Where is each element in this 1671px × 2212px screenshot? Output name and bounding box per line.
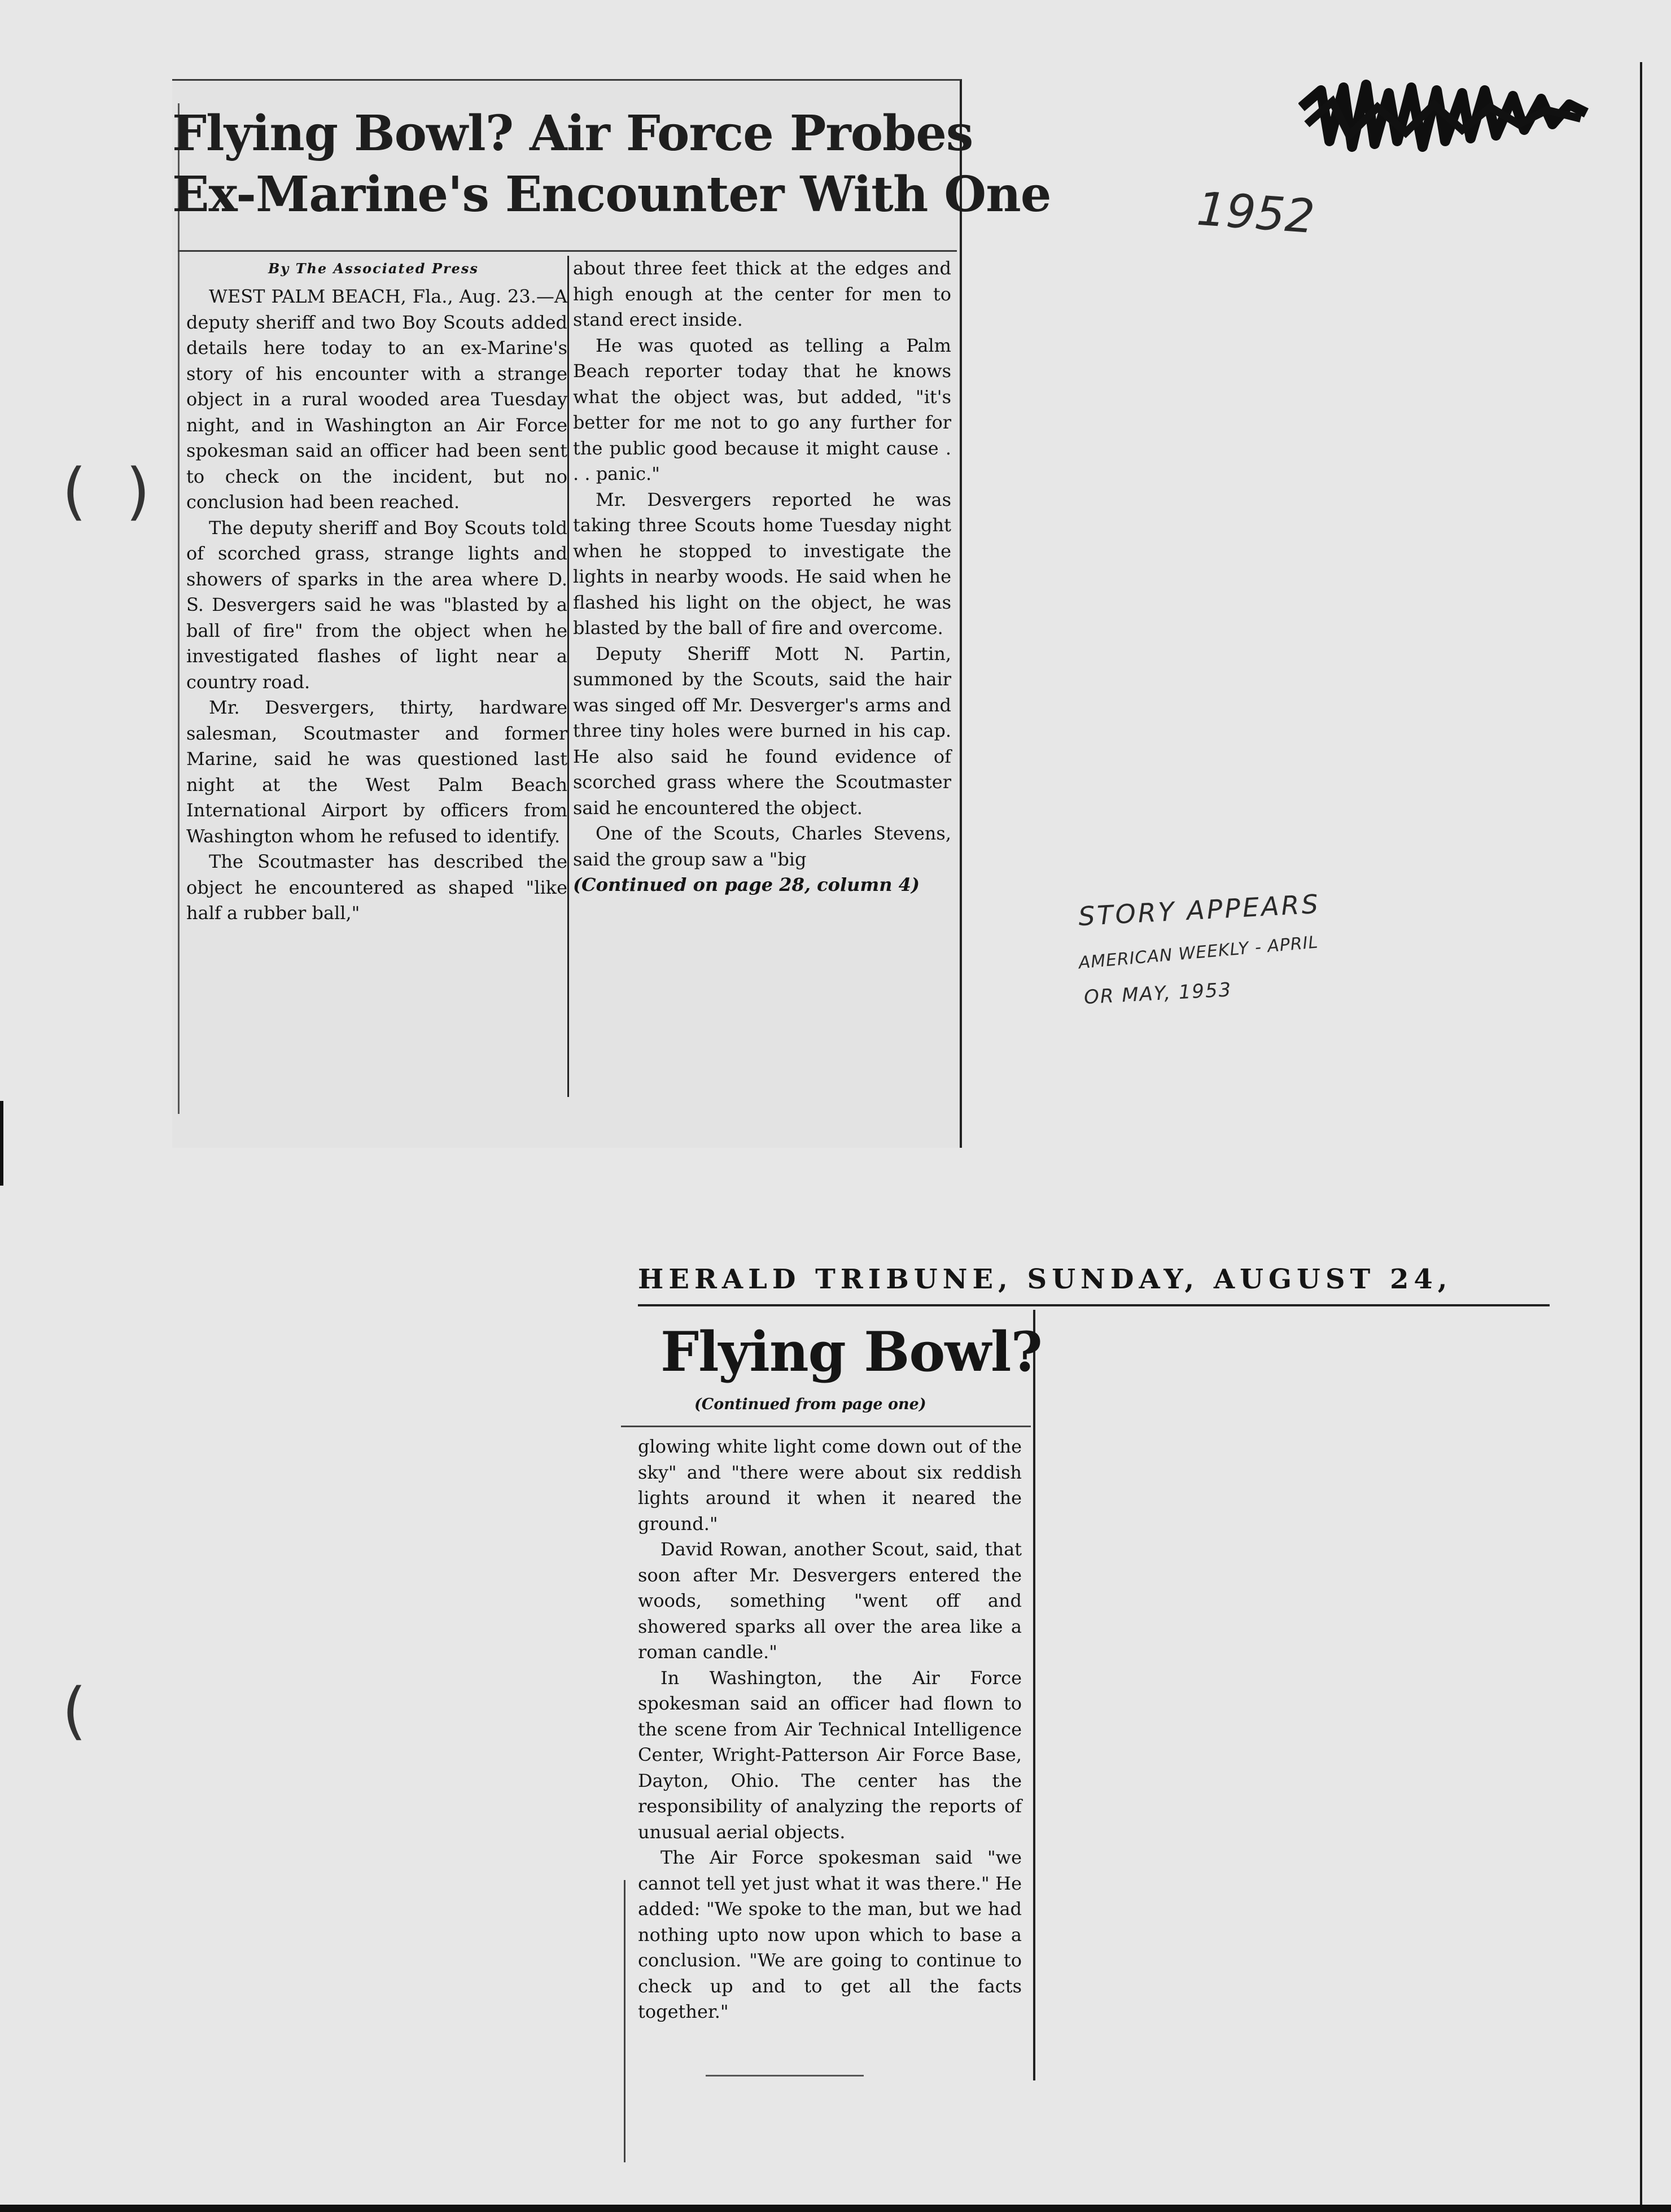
continuation-headline: Flying Bowl? <box>660 1320 1042 1384</box>
headline-line-1: Flying Bowl? Air Force Probes <box>172 105 973 162</box>
paragraph: He was quoted as telling a Palm Beach reporter today that he knows what the object was, but added, "it's better for me not to go any further for the public good because it might cause . . . panic." <box>573 334 951 484</box>
paragraph: In Washington, the Air Force spokesman said an officer had flown to the scene from Air Technical Intelligence Center, Wright-Patterson Air Force Base, Dayton, Ohio. The center has the responsibility of analyzing the reports of unusual aerial objects. <box>638 1667 1022 1843</box>
handwritten-note-line-2: AMERICAN WEEKLY - APRIL <box>1078 932 1319 973</box>
page-edge-left <box>0 1101 3 1186</box>
handwritten-note-line-1: STORY APPEARS <box>1077 888 1321 932</box>
page-edge-bottom <box>0 2205 1671 2212</box>
byline: By The Associated Press <box>268 260 479 277</box>
paragraph: Mr. Desvergers, thirty, hardware salesman, Scoutmaster and former Marine, said he was questioned last night at the West Palm Beach International Airport by officers from Washington whom he refused to identify. <box>186 697 567 847</box>
redaction-scribble <box>1298 73 1592 158</box>
page-edge-right <box>1640 62 1642 2207</box>
headline <box>172 103 1051 225</box>
paragraph: Deputy Sheriff Mott N. Partin, summoned by the Scouts, said the hair was singed off Mr. Desverger's arms and three tiny holes were burned in his cap. He also said he found evidence of scorched grass where the Scoutmaster said he encountered the object. <box>573 642 951 819</box>
handwritten-year: 1952 <box>1195 182 1316 244</box>
clipping-main <box>172 79 1051 1148</box>
punch-hole-bottom: ( <box>62 1675 86 1747</box>
end-rule <box>706 2075 864 2077</box>
paragraph: David Rowan, another Scout, said, that soon after Mr. Desvergers entered the woods, something "went off and showered sparks all over the area like a roman candle." <box>638 1538 1022 1663</box>
handwritten-note-line-3: OR MAY, 1953 <box>1083 978 1233 1009</box>
headline-line-2: Ex-Marine's Encounter With One <box>172 166 1051 223</box>
column-divider <box>567 256 569 1097</box>
dateline: WEST PALM BEACH, Fla., Aug. 23. <box>209 286 536 307</box>
paragraph: WEST PALM BEACH, Fla., Aug. 23.—A deputy sheriff and two Boy Scouts added details here today to an ex-Marine's story of his encounter with a strange object in a rural wooded area Tuesday night, and in Washington an Air Force spokesman said an officer had been sent to check on the incident, but no conclusion had been reached. <box>186 286 567 513</box>
paragraph: One of the Scouts, Charles Stevens, said the group saw a "big <box>573 823 951 870</box>
masthead-strip <box>638 1253 1550 1306</box>
continued-note: (Continued on page 28, column 4) <box>573 874 920 895</box>
paragraph: The Air Force spokesman said "we cannot tell yet just what it was there." He added: "We spoke to the man, but we had nothing upto now upon which to base a conclusion. "We are going to continue to check up and to get all the facts together." <box>638 1847 1022 2022</box>
column-rule <box>178 103 180 1114</box>
punch-hole-top: ( ) <box>62 455 150 527</box>
article-column-2 <box>573 256 951 898</box>
paragraph: glowing white light come down out of the sky" and "there were about six reddish lights around it when it neared the ground." <box>638 1436 1022 1535</box>
paragraph: about three feet thick at the edges and high enough at the center for men to stand erect inside. <box>573 257 951 330</box>
article-column-1 <box>186 284 567 926</box>
paragraph: The deputy sheriff and Boy Scouts told of scorched grass, strange lights and showers of sparks in the area where D. S. Desvergers said he was "blasted by a ball of fire" from the object when he investigated flashes of light near a country road. <box>186 517 567 693</box>
paragraph: The Scoutmaster has described the object he encountered as shaped "like half a rubber ball," <box>186 851 567 924</box>
headline-rule <box>621 1426 1031 1427</box>
column-rule <box>624 1880 625 2162</box>
clipping-continuation <box>621 1310 1042 2080</box>
continuation-column <box>638 1434 1022 2025</box>
headline-rule <box>178 250 957 252</box>
paragraph: Mr. Desvergers reported he was taking three Scouts home Tuesday night when he stopped to investigate the lights in nearby woods. He said when he flashed his light on the object, he was blasted by the ball of fire and overcome. <box>573 488 951 639</box>
masthead: HERALD TRIBUNE, SUNDAY, AUGUST 24, <box>638 1264 1453 1295</box>
continued-from-note: (Continued from page one) <box>694 1396 926 1413</box>
